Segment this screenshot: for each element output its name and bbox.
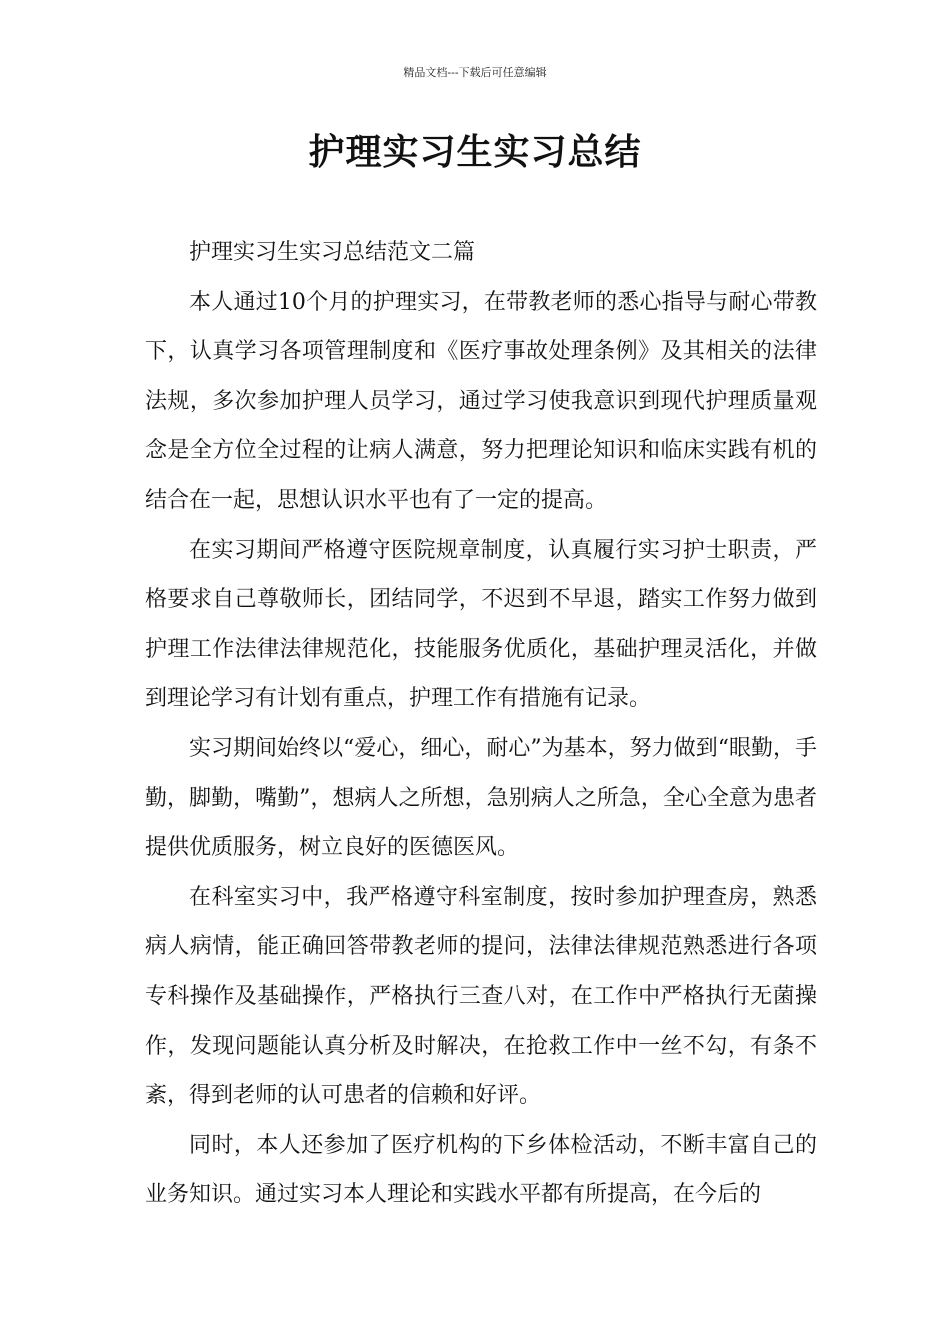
subtitle-paragraph: 护理实习生实习总结范文二篇 (189, 240, 476, 265)
header-note: 精品文档---下载后可任意编辑 (403, 66, 547, 79)
paragraph-5: 同时，本人还参加了医疗机构的下乡体检活动，不断丰富自己的业务知识。通过实习本人理论和实践水平都有所提高，在今后的 (145, 1132, 817, 1208)
paragraph-4: 在科室实习中，我严格遵守科室制度，按时参加护理查房，熟悉病人病情，能正确回答带教老师的提问，法律法律规范熟悉进行各项专科操作及基础操作，严格执行三查八对，在工作中严格执行无菌操作，发现问题能认真分析及时解决，在抢救工作中一丝不勾，有条不紊，得到老师的认可患者的信赖和好评。 (145, 884, 817, 1109)
document-title: 护理实习生实习总结 (308, 132, 642, 173)
paragraph-3: 实习期间始终以“爱心，细心，耐心”为基本，努力做到“眼勤，手勤，脚勤，嘴勤”，想病人之所想，急别病人之所急，全心全意为患者提供优质服务，树立良好的医德医风。 (145, 735, 817, 861)
paragraph-2: 在实习期间严格遵守医院规章制度，认真履行实习护士职责，严格要求自己尊敬师长，团结同学，不迟到不早退，踏实工作努力做到护理工作法律法律规范化，技能服务优质化，基础护理灵活化，并做到理论学习有计划有重点，护理工作有措施有记录。 (145, 537, 817, 712)
document-body (145, 228, 817, 1220)
paragraph-1: 本人通过10个月的护理实习，在带教老师的悉心指导与耐心带教下，认真学习各项管理制度和《医疗事故处理条例》及其相关的法律法规，多次参加护理人员学习，通过学习使我意识到现代护理质量观念是全方位全过程的让病人满意，努力把理论知识和临床实践有机的结合在一起，思想认识水平也有了一定的提高。 (145, 289, 817, 513)
